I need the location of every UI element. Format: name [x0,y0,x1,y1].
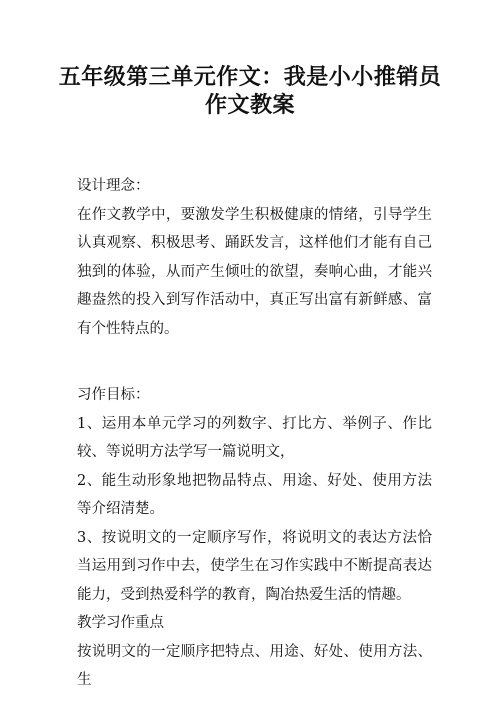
goal-item-1: 1、运用本单元学习的列数字、打比方、举例子、作比较、等说明方法学写一篇说明文， [77,415,432,460]
teaching-focus-paragraph: 按说明文的一定顺序把特点、用途、好处、使用方法、生 [77,643,432,688]
design-concept-paragraph: 在作文教学中，要激发学生积极健康的情绪，引导学生认真观察、积极思考、踊跃发言，这样他们才能有自己独到的体验，从而产生倾吐的欲望，奏响心曲，才能兴趣盎然的投入到写作活动中，真正写出富有新鲜感、富有个性特点的。 [77,206,432,337]
goal-item-2: 2、能生动形象地把物品特点、用途、好处、使用方法等介绍清楚。 [77,472,432,517]
teaching-focus-heading: 教学习作重点 [77,615,164,631]
design-concept-section [77,172,432,343]
writing-goals-section [77,381,432,695]
document-subtitle: 作文教案 [204,92,295,118]
goal-item-3: 3、按说明文的一定顺序写作，将说明文的表达方法恰当运用到习作中去，使学生在习作实践中不断提高表达能力，受到热爱科学的教育，陶冶热爱生活的情趣。 [77,529,432,603]
writing-goals-heading: 习作目标： [77,387,150,403]
design-concept-heading: 设计理念： [77,178,150,194]
document-title: 五年级第三单元作文：我是小小推销员 [58,64,442,90]
